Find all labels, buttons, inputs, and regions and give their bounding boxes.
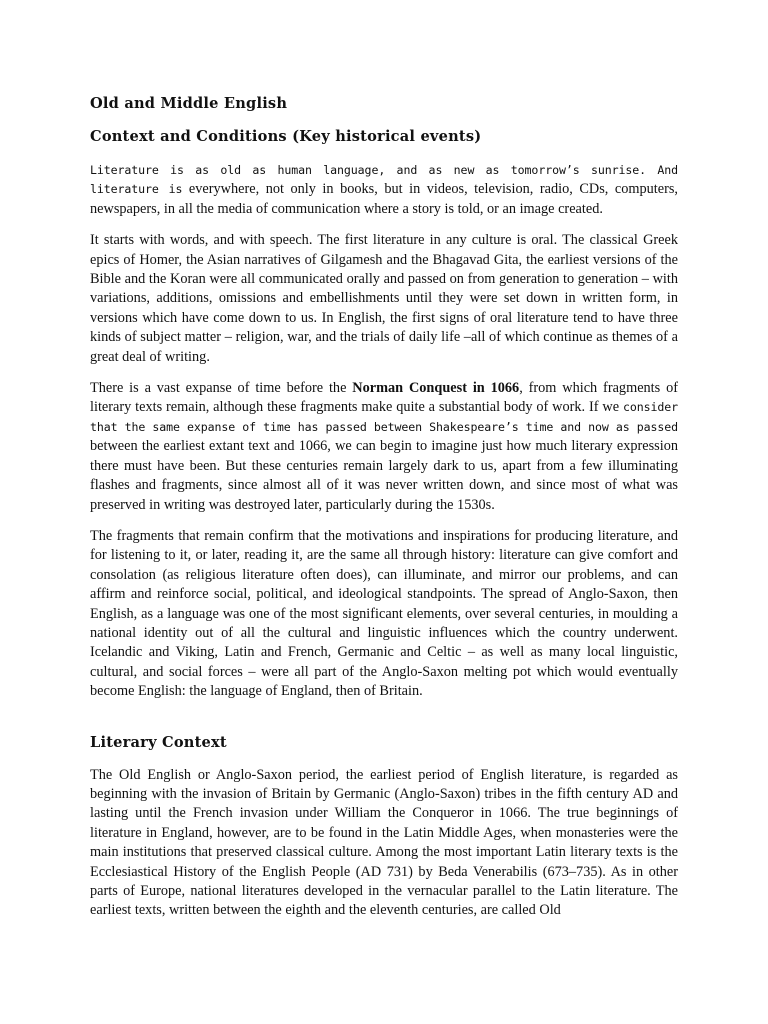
paragraph-norman-part-d: between the earliest extant text and 1066, we can begin to imagine just how much literary expression there must have been. But these centuries remain largely dark to us, apart from a few illuminating flashes and fragments, since almost all of it was never written down, and since most of what was preserved in writing was destroyed later, particularly during the 1530s. bbox=[90, 438, 678, 513]
paragraph-norman-conquest bbox=[90, 379, 678, 515]
section-heading-literary-context: Literary Context bbox=[90, 733, 227, 751]
paragraph-norman-part-a: There is a vast expanse of time before the bbox=[90, 380, 353, 397]
paragraph-norman-part-b: , from which fragments of literary texts remain, although these fragments make quite a substantial body of work. If we bbox=[90, 380, 678, 416]
paragraph-old-english-period: The Old English or Anglo-Saxon period, the earliest period of English literature, is regarded as beginning with the invasion of Britain by Germanic (Anglo-Saxon) tribes in the fifth century AD and lasting until the French invasion under William the Conqueror in 1066. The true beginnings of literature in England, however, are to be found in the Latin Middle Ages, when monasteries were the main institutions that preserved classical culture. Among the most important Latin literary texts is the Ecclesiastical History of the English People (AD 731) by Beda Venerabilis (673–735). As in other parts of Europe, national literatures developed in the vernacular parallel to the Latin literature. The earliest texts, written between the eighth and the eleventh centuries, are called Old bbox=[90, 766, 678, 919]
paragraph-intro-first-line: Literature is as old as human language, and as new as tomorrow’s sunrise. And literature is bbox=[90, 163, 678, 197]
norman-conquest-bold: Norman Conquest in 1066 bbox=[352, 380, 520, 397]
paragraph-norman-part-c: consider that the same expanse of time has passed between Shakespeare’s time and now as passed bbox=[90, 400, 679, 434]
paragraph-intro bbox=[90, 161, 678, 219]
paragraph-oral-literature: It starts with words, and with speech. The first literature in any culture is oral. The classical Greek epics of Homer, the Asian narratives of Gilgamesh and the Bhagavad Gita, the earliest versions of the Bible and the Koran were all communicated orally and passed on from generation to generation – with variations, additions, omissions and embellishments until they were set down in written form, in versions which have come down to us. In English, the first signs of oral literature tend to have three kinds of subject matter – religion, war, and the trials of daily life –all of which continue as themes of a great deal of writing. bbox=[90, 232, 678, 365]
paragraph-intro-rest: everywhere, not only in books, but in videos, television, radio, CDs, computers, newspapers, in all the media of communication where a story is told, or an image created. bbox=[90, 181, 678, 217]
document-title: Old and Middle English bbox=[90, 95, 288, 112]
section-heading-context: Context and Conditions (Key historical events) bbox=[90, 128, 482, 145]
document-page bbox=[90, 93, 678, 921]
paragraph-fragments: The fragments that remain confirm that the motivations and inspirations for producing literature, and for listening to it, or later, reading it, are the same all through history: literature can give comfort and consolation (as religious literature often does), can illuminate, and mirror our problems, and can affirm and reinforce social, political, and ideological standpoints. The spread of Anglo-Saxon, then English, as a language was one of the most significant elements, over several centuries, in moulding a national identity out of all the cultural and linguistic influences which the country underwent. Icelandic and Viking, Latin and French, Germanic and Celtic – as well as many local linguistic, cultural, and social forces – were all part of the Anglo-Saxon melting pot which would eventually become English: the language of England, then of Britain. bbox=[90, 527, 678, 700]
